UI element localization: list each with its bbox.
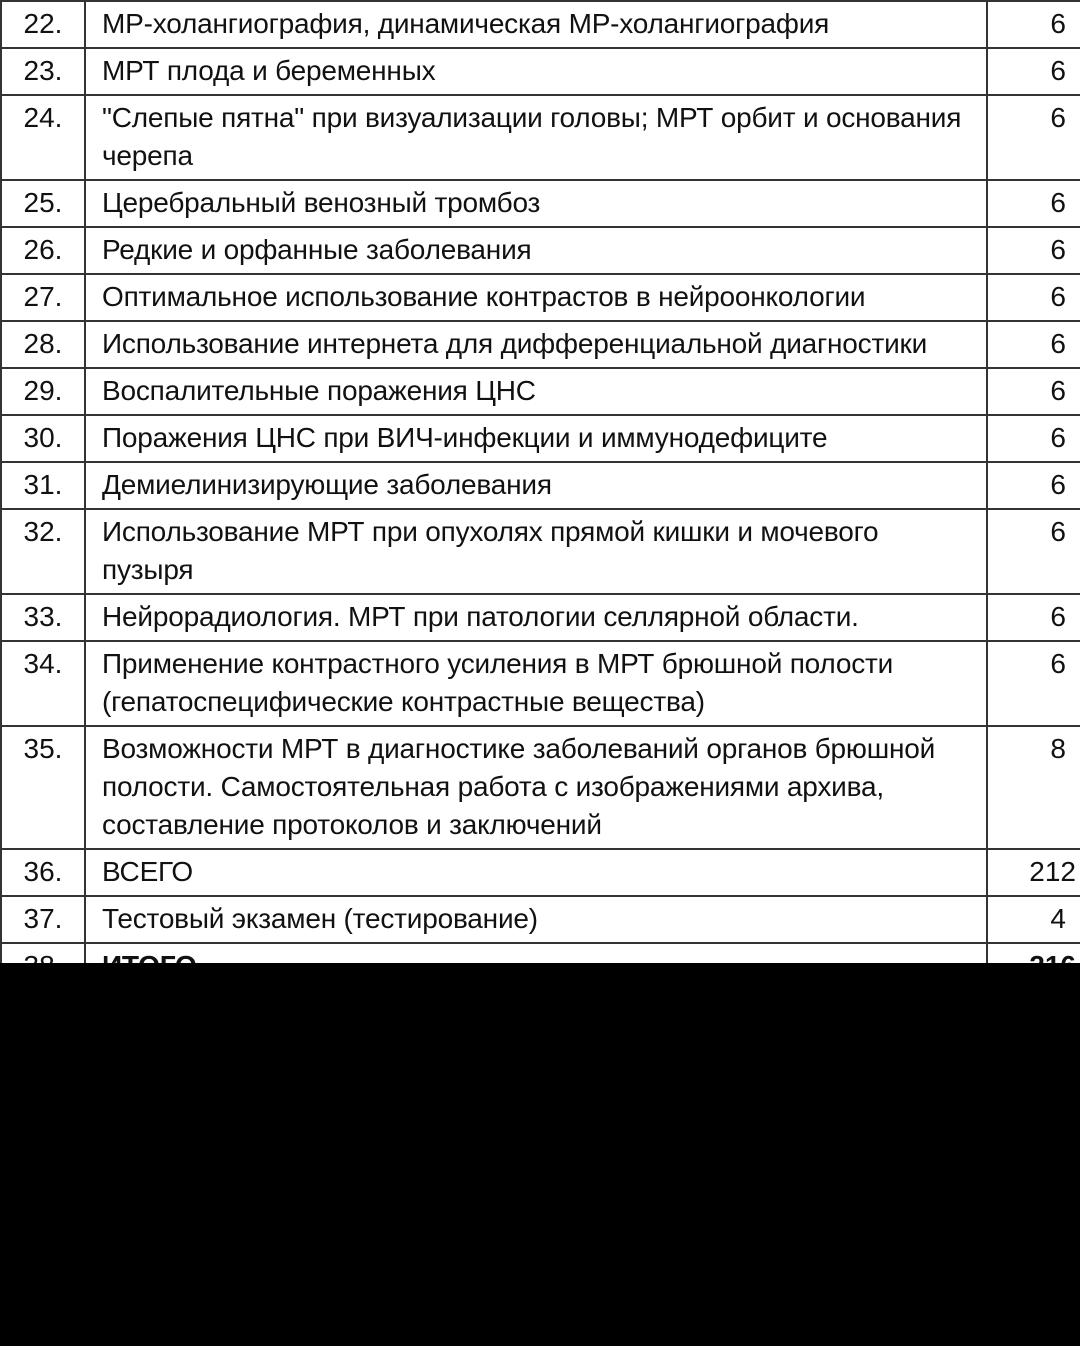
topic-title: МР-холангиография, динамическая МР-холангиография: [85, 1, 987, 48]
row-number: 36.: [1, 849, 85, 896]
row-number: 22.: [1, 1, 85, 48]
topic-title: МРТ плода и беременных: [85, 48, 987, 95]
subtotal-label: ВСЕГО: [85, 849, 987, 896]
subtotal-row: [1, 849, 1080, 896]
row-number: 25.: [1, 180, 85, 227]
topic-title: Оптимальное использование контрастов в нейроонкологии: [85, 274, 987, 321]
row-number: 26.: [1, 227, 85, 274]
row-number: 30.: [1, 415, 85, 462]
hours-value: 6: [987, 321, 1080, 368]
table-row: [1, 726, 1080, 849]
topic-title: Использование интернета для дифференциальной диагностики: [85, 321, 987, 368]
topic-title: "Слепые пятна" при визуализации головы; МРТ орбит и основания черепа: [85, 95, 987, 180]
table-row: [1, 509, 1080, 594]
hours-value: 6: [987, 274, 1080, 321]
table-row: [1, 462, 1080, 509]
subtotal-hours: 212: [987, 849, 1080, 896]
topic-title: Тестовый экзамен (тестирование): [85, 896, 987, 943]
hours-value: 6: [987, 594, 1080, 641]
topic-title: Поражения ЦНС при ВИЧ-инфекции и иммунодефиците: [85, 415, 987, 462]
topic-title: Церебральный венозный тромбоз: [85, 180, 987, 227]
table-row: [1, 1, 1080, 48]
table-row: [1, 594, 1080, 641]
topic-title: Демиелинизирующие заболевания: [85, 462, 987, 509]
topic-title: Возможности МРТ в диагностике заболеваний органов брюшной полости. Самостоятельная работа с изображениями архива, составление протоколов и заключений: [85, 726, 987, 849]
row-number: 24.: [1, 95, 85, 180]
row-number: 33.: [1, 594, 85, 641]
table-row: [1, 321, 1080, 368]
table-row: [1, 415, 1080, 462]
row-number: 34.: [1, 641, 85, 726]
row-number: 32.: [1, 509, 85, 594]
hours-value: 6: [987, 95, 1080, 180]
table-row: [1, 896, 1080, 943]
hours-value: 6: [987, 48, 1080, 95]
hours-value: 6: [987, 1, 1080, 48]
hours-value: 6: [987, 641, 1080, 726]
row-number: 23.: [1, 48, 85, 95]
hours-value: 6: [987, 368, 1080, 415]
table-row: [1, 227, 1080, 274]
topic-title: Нейрорадиология. МРТ при патологии селлярной области.: [85, 594, 987, 641]
hours-value: 4: [987, 896, 1080, 943]
table-row: [1, 274, 1080, 321]
row-number: 31.: [1, 462, 85, 509]
topic-title: Воспалительные поражения ЦНС: [85, 368, 987, 415]
topic-title: Редкие и орфанные заболевания: [85, 227, 987, 274]
table-row: [1, 180, 1080, 227]
row-number: 37.: [1, 896, 85, 943]
table-row: [1, 641, 1080, 726]
table-row: [1, 368, 1080, 415]
topic-title: Использование МРТ при опухолях прямой кишки и мочевого пузыря: [85, 509, 987, 594]
hours-value: 8: [987, 726, 1080, 849]
row-number: 35.: [1, 726, 85, 849]
hours-value: 6: [987, 462, 1080, 509]
black-background-area: [0, 963, 1080, 1346]
table-row: [1, 48, 1080, 95]
row-number: 27.: [1, 274, 85, 321]
hours-value: 6: [987, 180, 1080, 227]
hours-value: 6: [987, 415, 1080, 462]
row-number: 29.: [1, 368, 85, 415]
table-row: [1, 95, 1080, 180]
hours-value: 6: [987, 509, 1080, 594]
topic-title: Применение контрастного усиления в МРТ брюшной полости (гепатоспецифические контрастные вещества): [85, 641, 987, 726]
row-number: 28.: [1, 321, 85, 368]
hours-value: 6: [987, 227, 1080, 274]
